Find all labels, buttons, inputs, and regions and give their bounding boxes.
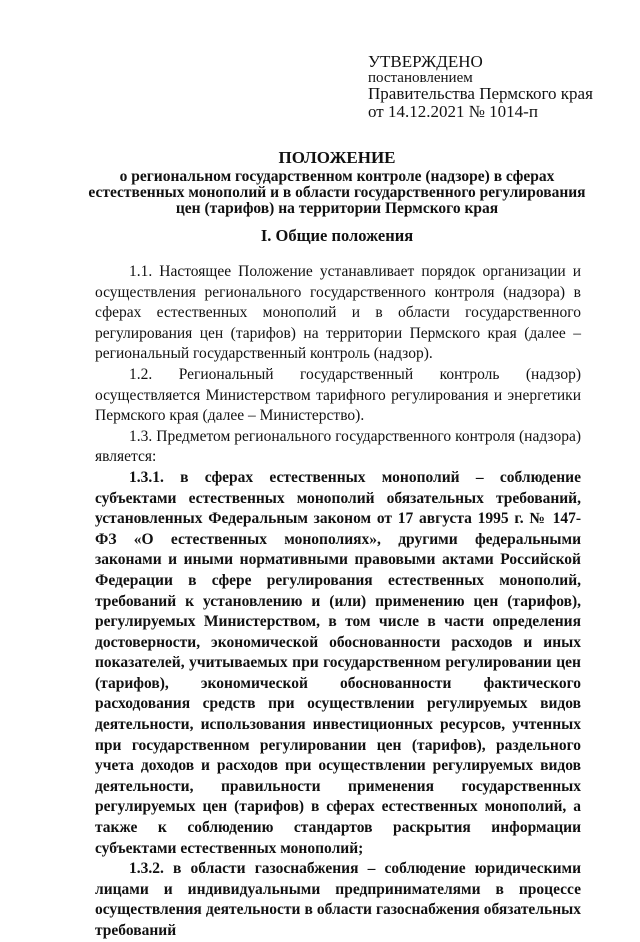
- document-body: [95, 262, 581, 942]
- approval-stamp: [368, 53, 593, 121]
- document-subtitle: о региональном государственном контроле (надзоре) в сферах естественных монополий и в области государственного регулирования цен (тарифов) на территории Пермского края: [88, 168, 586, 217]
- document-title: ПОЛОЖЕНИЕ: [278, 148, 396, 167]
- paragraph-1-3: 1.3. Предметом регионального государственного контроля (надзора) является:: [95, 427, 581, 466]
- paragraph-1-3-1: 1.3.1. в сферах естественных монополий – соблюдение субъектами естественных монополий обязательных требований, установленных Федеральным законом от 17 августа 1995 г. № 147-ФЗ «О естественных монополиях», другими федеральными законами и иными нормативными правовыми актами Российской Федерации в сфере регулирования естественных монополий, требований к установлению и (или) применению цен (тарифов), регулируемых Министерством, в том числе в части определения достоверности, экономической обоснованности расходов и иных показателей, учитываемых при государственном регулировании цен (тарифов), экономической обоснованности фактического расходования средств при осуществлении регулируемых видов деятельности, использования инвестиционных ресурсов, учтенных при государственном регулировании цен (тарифов), раздельного учета доходов и расходов при осуществлении регулируемых видов деятельности, правильности применения государственных регулируемых цен (тарифов) в сферах естественных монополий, а также к соблюдению стандартов раскрытия информации субъектами естественных монополий;: [95, 468, 581, 857]
- paragraph-1-1: 1.1. Настоящее Положение устанавливает порядок организации и осуществления регионального государственного контроля (надзора) в сферах естественных монополий и в области государственного регулирования цен (тарифов) на территории Пермского края (далее – региональный государственный контроль (надзор).: [95, 263, 581, 363]
- approval-authority: Правительства Пермского края: [368, 84, 593, 103]
- approval-title: УТВЕРЖДЕНО: [368, 52, 483, 71]
- section-heading: I. Общие положения: [260, 226, 414, 245]
- approval-decree: постановлением: [368, 70, 473, 86]
- approval-date-number: от 14.12.2021 № 1014-п: [368, 102, 538, 121]
- paragraph-1-2: 1.2. Региональный государственный контроль (надзор) осуществляется Министерством тарифного регулирования и энергетики Пермского края (далее – Министерство).: [95, 365, 581, 425]
- document-title-block: [80, 148, 594, 217]
- paragraph-1-3-2: 1.3.2. в области газоснабжения – соблюдение юридическими лицами и индивидуальными предпринимателями в процессе осуществления деятельности в области газоснабжения обязательных требований: [95, 860, 581, 939]
